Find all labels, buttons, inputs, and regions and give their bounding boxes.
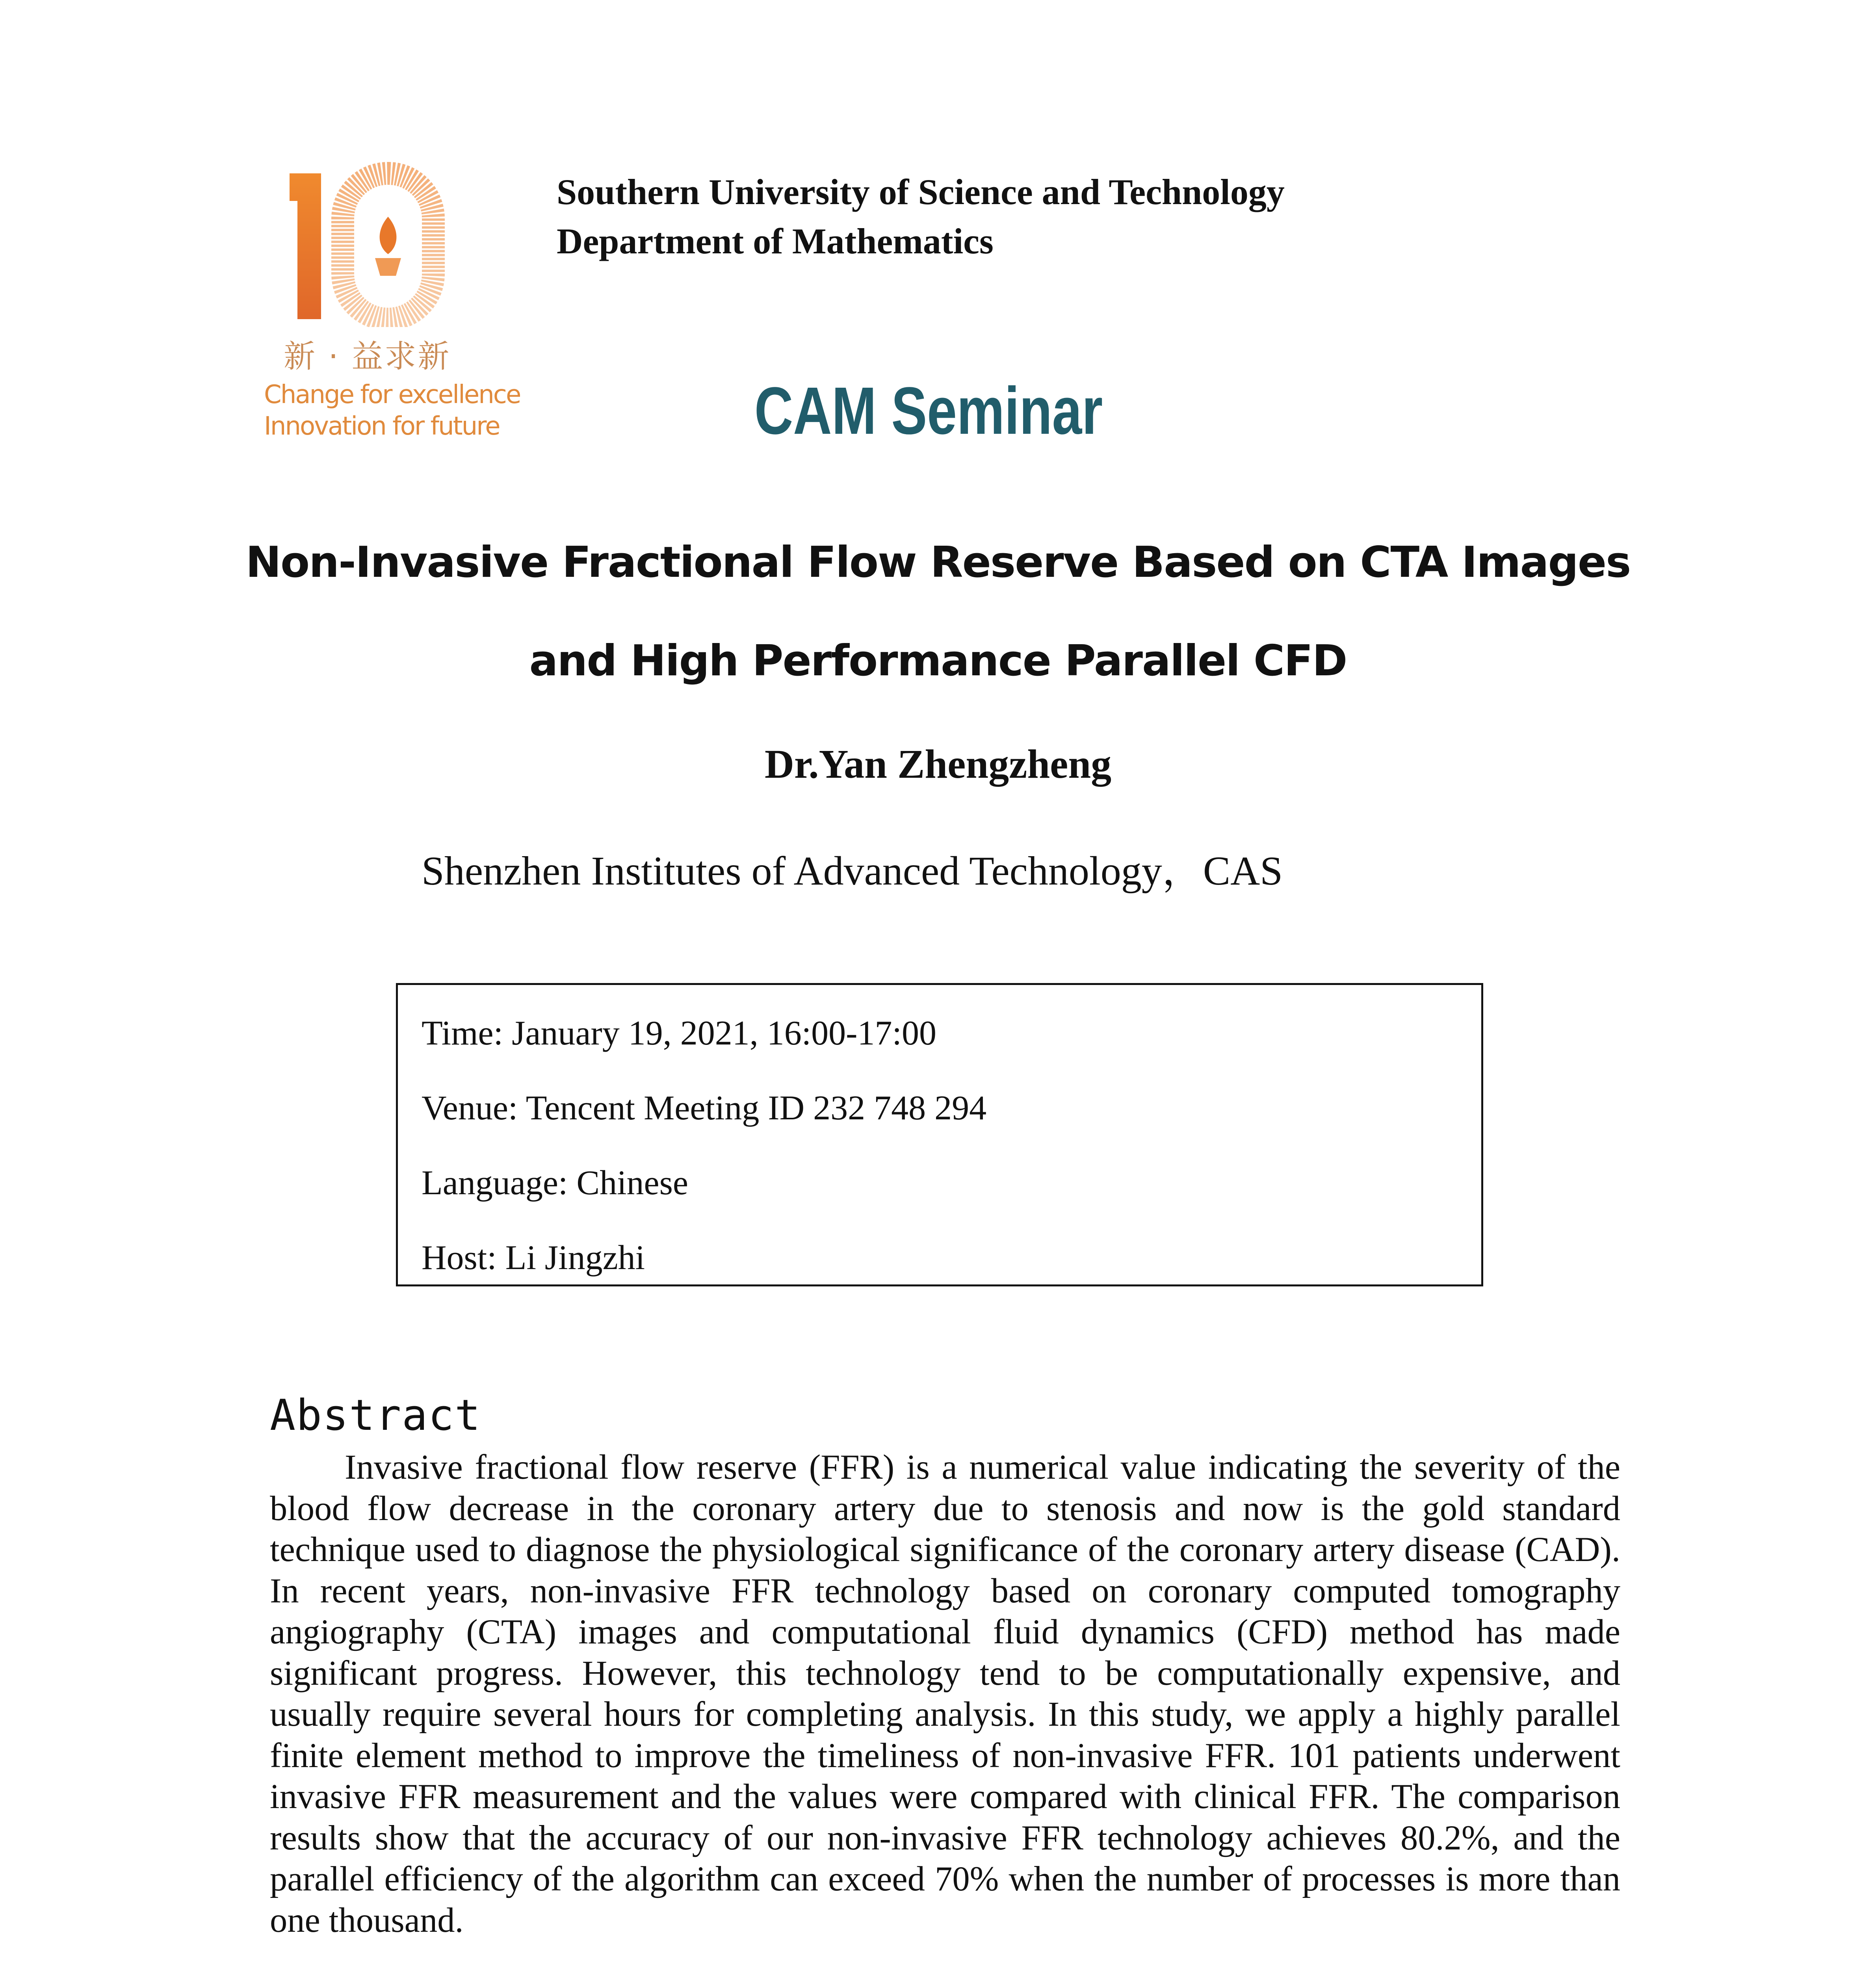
logo-chinese-motto: 新 · 益求新 <box>284 338 451 375</box>
event-host: Host: Li Jingzhi <box>422 1239 645 1277</box>
event-language: Language: Chinese <box>422 1164 688 1202</box>
event-time: Time: January 19, 2021, 16:00-17:00 <box>422 1014 936 1052</box>
event-venue: Venue: Tencent Meeting ID 232 748 294 <box>422 1089 987 1127</box>
speaker-name: Dr.Yan Zhengzheng <box>764 742 1112 787</box>
logo-slogan-line2: Innovation for future <box>264 412 500 441</box>
talk-title-line1: Non-Invasive Fractional Flow Reserve Based on CTA Images <box>245 538 1631 587</box>
logo-slogan-line1: Change for excellence <box>264 380 520 409</box>
abstract-heading: Abstract <box>270 1391 481 1440</box>
abstract-body: Invasive fractional flow reserve (FFR) is a numerical value indicating the severity of the blood flow decrease in the coronary artery due to stenosis and now is the gold standard technique used to diagnose the physiological significance of the coronary artery disease (CAD). In recent years, non-invasive FFR technology based on coronary computed tomography angiography (CTA) images and computational fluid dynamics (CFD) method has made significant progress. However, this technology tend to be computationally expensive, and usually require several hours for completing analysis. In this study, we apply a highly parallel finite element method to improve the timeliness of non-invasive FFR. 101 patients underwent invasive FFR measurement and the values were compared with clinical FFR. The comparison results show that the accuracy of our non-invasive FFR technology achieves 80.2%, and the parallel efficiency of the algorithm can exceed 70% when the number of processes is more than one thousand. <box>270 1448 1620 1940</box>
university-name: Southern University of Science and Technology <box>557 172 1285 212</box>
event-info-box <box>396 983 1483 1286</box>
institution-header <box>557 167 1285 266</box>
talk-title-line2: and High Performance Parallel CFD <box>529 636 1347 686</box>
anniversary-logo <box>252 158 528 473</box>
torch-base-icon <box>375 258 401 276</box>
department-name: Department of Mathematics <box>557 221 994 261</box>
anniversary-10-logo-graphic <box>252 158 528 327</box>
speaker-affiliation: Shenzhen Institutes of Advanced Technology，CAS <box>422 848 1283 894</box>
torch-flame-icon <box>380 217 397 254</box>
digit-one-shape <box>290 173 321 319</box>
seminar-title: CAM Seminar <box>754 374 1103 448</box>
